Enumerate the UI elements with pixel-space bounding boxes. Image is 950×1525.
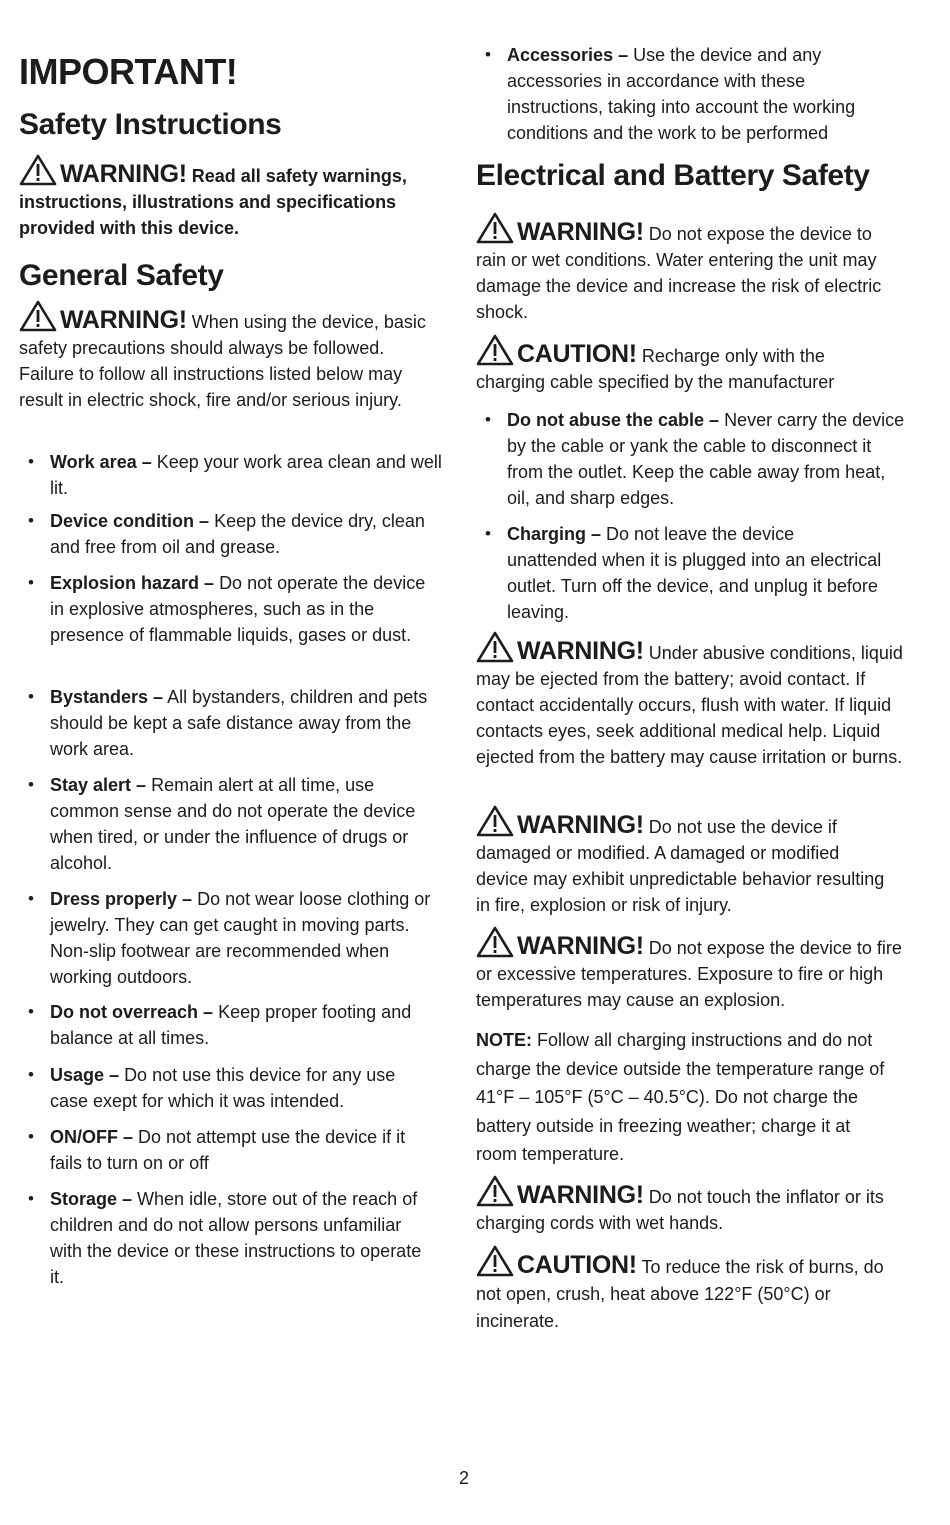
warning-label: WARNING! (60, 160, 187, 188)
warning-label: WARNING! (517, 218, 644, 246)
section-heading-safety-instructions: Safety Instructions (19, 108, 282, 141)
warning-triangle-icon (476, 212, 514, 244)
item-term: Explosion hazard – (50, 573, 215, 593)
item-text: Use the device and any accessories in accordance with these instructions, taking into account the working conditions and the work to be performed (507, 45, 856, 143)
item-text: Do not use this device for any use case exept for which it was intended. (50, 1065, 396, 1111)
item-term: Stay alert – (50, 775, 147, 795)
warning-text: Read all safety warnings, instructions, illustrations and specifications provided with this device. (19, 166, 407, 238)
warning-fire (476, 926, 914, 1013)
page-number: 2 (458, 1468, 469, 1488)
item-term: Usage – (50, 1065, 120, 1085)
bullet-dot: • (28, 1065, 34, 1084)
item-term: Storage – (50, 1189, 133, 1209)
warning-triangle-icon (476, 1175, 514, 1207)
item-term: Work area – (50, 452, 152, 472)
item-text: Do not operate the device in explosive atmospheres, such as in the presence of flammable liquids, gases or dust. (50, 573, 426, 645)
bullet-dot: • (28, 775, 34, 794)
item-term: Bystanders – (50, 687, 164, 707)
warning-triangle-icon (476, 631, 514, 663)
list-item (28, 886, 442, 990)
item-term: Charging – (507, 524, 602, 544)
warning-label: WARNING! (517, 811, 644, 839)
page-title: IMPORTANT! (19, 51, 238, 92)
list-item (28, 449, 450, 501)
item-text: Remain alert at all time, use common sense and do not operate the device when tired, or under the influence of drugs or alcohol. (50, 775, 416, 873)
warning-text: Do not use the device if damaged or modified. A damaged or modified device may exhibit unpredictable behavior resulting in fire, explosion or risk of injury. (476, 817, 885, 915)
warning-label: WARNING! (60, 306, 187, 334)
item-term: Do not overreach – (50, 1002, 214, 1022)
list-item (28, 684, 435, 762)
bullet-dot: • (28, 573, 34, 592)
bullet-dot: • (28, 452, 34, 471)
item-term: Do not abuse the cable – (507, 410, 720, 430)
warning-label: WARNING! (517, 637, 644, 665)
list-item (485, 407, 907, 511)
bullet-dot: • (28, 889, 34, 908)
warning-rain (476, 212, 904, 325)
warning-text: Under abusive conditions, liquid may be ejected from the battery; avoid contact. If contact accidentally occurs, flush with water. If liquid contacts eyes, seek additional medical help. Liquid ejected from the battery may cause irritation or burns. (476, 643, 903, 767)
list-item (485, 521, 887, 625)
warning-triangle-icon (476, 334, 514, 366)
note-text: Follow all charging instructions and do not charge the device outside the temperature range of 41°F – 105°F (5°C – 40.5°C). Do not charge the battery outside in freezing weather; charge it at room temperature. (476, 1030, 885, 1164)
general-warning (19, 300, 429, 413)
bullet-dot: • (28, 687, 34, 706)
bullet-dot: • (28, 1189, 34, 1208)
warning-text: When using the device, basic safety precautions should always be followed. Failure to follow all instructions listed below may result in electric shock, fire and/or serious injury. (19, 312, 426, 410)
item-text: Do not attempt use the device if it fails to turn on or off (50, 1127, 406, 1173)
caution-text: To reduce the risk of burns, do not open, crush, heat above 122°F (50°C) or incinerate. (476, 1257, 884, 1331)
item-text: When idle, store out of the reach of children and do not allow persons unfamiliar with the device or these instructions to operate it. (50, 1189, 422, 1287)
item-text: Never carry the device by the cable or yank the cable to disconnect it from the outlet. Keep the cable away from heat, oil, and sharp edges. (507, 410, 905, 508)
list-item (485, 42, 902, 146)
section-heading-electrical-battery: Electrical and Battery Safety (476, 159, 870, 192)
item-term: Dress properly – (50, 889, 193, 909)
item-text: Keep the device dry, clean and free from oil and grease. (50, 511, 425, 557)
item-text: Do not wear loose clothing or jewelry. They can get caught in moving parts. Non-slip footwear are recommended when working outdoors. (50, 889, 431, 987)
warning-text: Do not expose the device to fire or excessive temperatures. Exposure to fire or high temperatures may cause an explosion. (476, 938, 902, 1010)
item-text: All bystanders, children and pets should be kept a safe distance away from the work area. (50, 687, 428, 759)
intro-warning (19, 154, 444, 241)
caution-text: Recharge only with the charging cable specified by the manufacturer (476, 346, 835, 392)
list-item (28, 1186, 430, 1290)
caution-label: CAUTION! (517, 340, 637, 368)
item-text: Do not leave the device unattended when it is plugged into an electrical outlet. Turn off the device, and unplug it before leaving. (507, 524, 882, 622)
item-text: Keep proper footing and balance at all times. (50, 1002, 412, 1048)
item-term: ON/OFF – (50, 1127, 134, 1147)
charging-note (476, 1026, 894, 1169)
warning-label: WARNING! (517, 932, 644, 960)
bullet-dot: • (485, 524, 491, 543)
warning-label: WARNING! (517, 1181, 644, 1209)
warning-damaged (476, 805, 896, 918)
section-heading-general-safety: General Safety (19, 259, 224, 292)
list-item (28, 772, 435, 876)
caution-burns (476, 1245, 901, 1335)
note-label: NOTE: (476, 1030, 532, 1050)
warning-text: Do not expose the device to rain or wet conditions. Water entering the unit may damage the device and increase the risk of electric shock. (476, 224, 882, 322)
list-item (28, 508, 440, 560)
item-term: Device condition – (50, 511, 210, 531)
caution-label: CAUTION! (517, 1251, 637, 1279)
bullet-dot: • (28, 1002, 34, 1021)
bullet-dot: • (28, 1127, 34, 1146)
bullet-dot: • (485, 410, 491, 429)
list-item (28, 999, 446, 1051)
list-item (28, 570, 440, 648)
item-term: Accessories – (507, 45, 629, 65)
item-text: Keep your work area clean and well lit. (50, 452, 442, 498)
warning-text: Do not touch the inflator or its charging cords with wet hands. (476, 1187, 884, 1233)
warning-triangle-icon (19, 300, 57, 332)
warning-triangle-icon (476, 805, 514, 837)
list-item (28, 1124, 442, 1176)
caution-recharge (476, 334, 886, 395)
bullet-dot: • (28, 511, 34, 530)
warning-wet-hands (476, 1175, 901, 1236)
warning-triangle-icon (19, 154, 57, 186)
list-item (28, 1062, 435, 1114)
bullet-dot: • (485, 45, 491, 64)
warning-triangle-icon (476, 926, 514, 958)
warning-abusive (476, 631, 908, 770)
warning-triangle-icon (476, 1245, 514, 1277)
